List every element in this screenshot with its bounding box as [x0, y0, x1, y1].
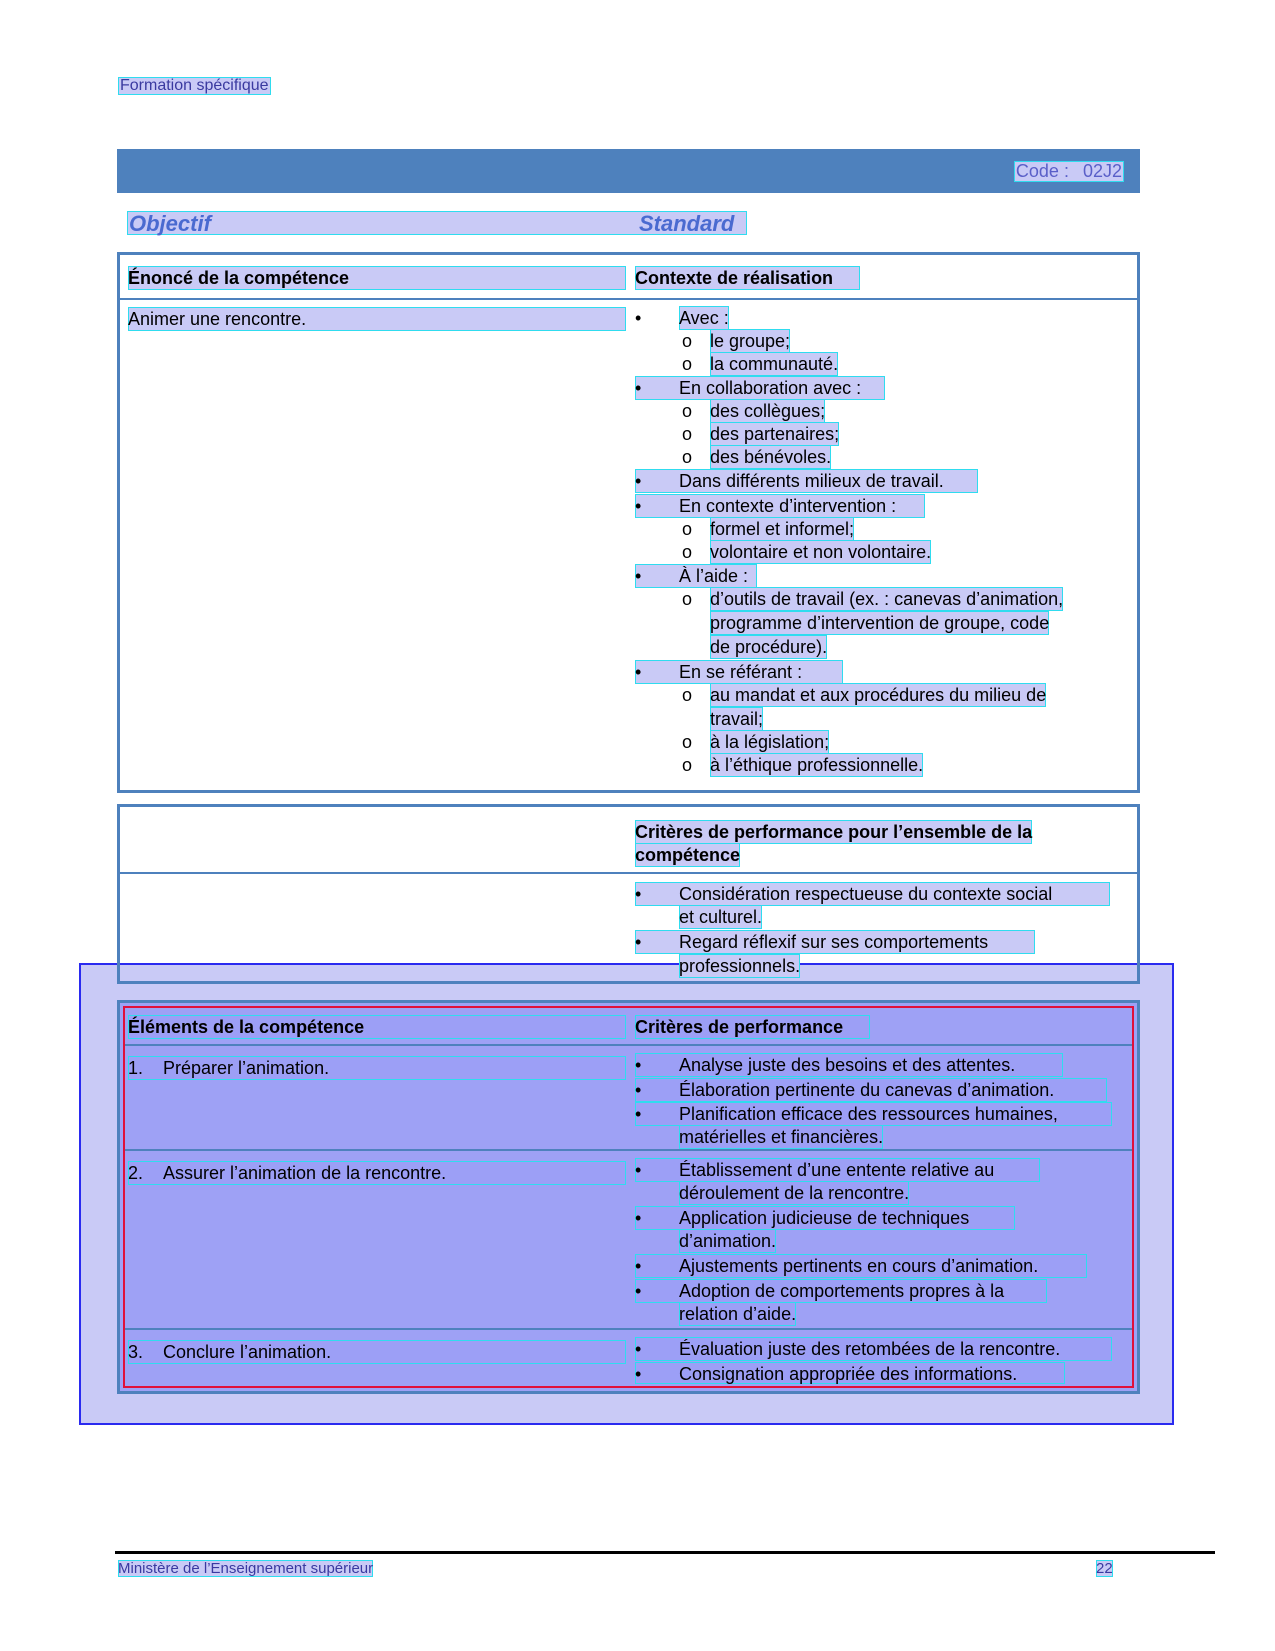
context-list-item: • En contexte d’intervention : — [635, 494, 925, 518]
bullet-icon: • — [635, 566, 642, 586]
bullet-icon: • — [635, 378, 642, 398]
bullet-icon: • — [635, 662, 642, 682]
context-list-item: • À l’aide : — [635, 564, 757, 588]
element-row-divider — [125, 1328, 1132, 1330]
performance-heading: Critères de performance — [635, 1015, 870, 1039]
circle-bullet-icon: o — [682, 519, 693, 539]
contexte-heading: Contexte de réalisation — [635, 266, 860, 290]
element-3 — [128, 1340, 626, 1364]
context-sub-item-continued: travail; — [710, 709, 764, 729]
bullet-icon: • — [635, 471, 642, 491]
bullet-icon: • — [635, 884, 642, 904]
code-band — [117, 149, 1140, 193]
performance-item: • Adoption de comportements propres à la — [635, 1279, 1047, 1303]
context-sub-item-continued: de procédure). — [710, 637, 828, 657]
elements-heading: Éléments de la compétence — [128, 1015, 626, 1039]
performance-item: • Analyse juste des besoins et des attentes. — [635, 1053, 1063, 1077]
elements-box — [117, 1000, 1140, 1394]
bullet-icon: • — [635, 308, 642, 328]
element-row-divider — [125, 1149, 1132, 1151]
footer-rule — [115, 1551, 1215, 1554]
code-label — [1014, 161, 1124, 182]
performance-item: • Évaluation juste des retombées de la rencontre. — [635, 1337, 1112, 1361]
elements-header-divider — [125, 1044, 1132, 1046]
performance-item-continued: matérielles et financières. — [679, 1127, 884, 1147]
context-sub-item-continued: programme d’intervention de groupe, code — [710, 613, 1050, 633]
circle-bullet-icon: o — [682, 401, 693, 421]
criteria-list-item: • Considération respectueuse du contexte social — [635, 882, 1110, 906]
criteria-heading-continued: compétence — [635, 845, 741, 865]
elements-selection — [123, 1006, 1134, 1388]
element-2 — [128, 1161, 626, 1185]
element-number: 3. — [128, 1342, 144, 1362]
bullet-icon: • — [635, 1256, 642, 1276]
context-list-item: • En collaboration avec : — [635, 376, 885, 400]
circle-bullet-icon: o — [682, 755, 693, 775]
circle-bullet-icon: o — [682, 542, 693, 562]
criteria-list-item-continued: professionnels. — [679, 956, 801, 976]
bullet-icon: • — [635, 1160, 642, 1180]
element-number: 1. — [128, 1058, 144, 1078]
criteria-heading: Critères de performance pour l’ensemble de la — [635, 822, 1033, 842]
context-list-item: • Dans différents milieux de travail. — [635, 469, 978, 493]
bullet-icon: • — [635, 1208, 642, 1228]
running-header: Formation spécifique — [120, 77, 269, 94]
criteria-box — [117, 804, 1140, 984]
performance-item: • Élaboration pertinente du canevas d’animation. — [635, 1078, 1107, 1102]
context-list-item: • En se référant : — [635, 660, 843, 684]
bullet-icon: • — [635, 1104, 642, 1124]
bullet-icon: • — [635, 496, 642, 516]
competence-box: Énoncé de la compétence Contexte de réalisation Animer une rencontre. • Avec : o le groupe; o la communauté. • En collaboration avec : o des collègues; o des partenaires; o des bénévoles. • Dans différents milieux de travail. • En contexte d’intervention : o formel et informel; o volontaire et non volontaire. • À l’aide : o d’outils de travail (ex. : canevas d’animation, programme d’intervention de groupe, code de procédure). • En se référant : o au mandat et aux procédures du milieu de travail; o à la législation; o à l’éthique professionnelle. — [117, 252, 1140, 793]
performance-item: • Ajustements pertinents en cours d’animation. — [635, 1254, 1087, 1278]
performance-item: • Consignation appropriée des informations. — [635, 1362, 1065, 1384]
performance-item: • Application judicieuse de techniques — [635, 1206, 1015, 1230]
performance-item: • Établissement d’une entente relative au — [635, 1158, 1040, 1182]
criteria-list-item-continued: et culturel. — [679, 907, 763, 927]
criteria-list-item: • Regard réflexif sur ses comportements — [635, 930, 1035, 954]
standard-heading: Standard — [639, 211, 735, 236]
circle-bullet-icon: o — [682, 424, 693, 444]
element-number: 2. — [128, 1163, 144, 1183]
bullet-icon: • — [635, 1364, 642, 1384]
bullet-icon: • — [635, 1055, 642, 1075]
element-text: Conclure l’animation. — [163, 1342, 332, 1362]
code-value: 02J2 — [1082, 161, 1122, 181]
circle-bullet-icon: o — [682, 685, 693, 705]
bullet-icon: • — [635, 1339, 642, 1359]
enonce-heading: Énoncé de la compétence — [128, 266, 626, 290]
objectif-heading: Objectif — [129, 211, 211, 236]
circle-bullet-icon: o — [682, 447, 693, 467]
circle-bullet-icon: o — [682, 732, 693, 752]
element-text: Assurer l’animation de la rencontre. — [163, 1163, 447, 1183]
circle-bullet-icon: o — [682, 589, 693, 609]
enonce-text: Animer une rencontre. — [128, 307, 626, 331]
bullet-icon: • — [635, 1080, 642, 1100]
bullet-icon: • — [635, 1281, 642, 1301]
performance-item-continued: relation d’aide. — [679, 1304, 797, 1324]
performance-item-continued: d’animation. — [679, 1231, 777, 1251]
circle-bullet-icon: o — [682, 331, 693, 351]
element-text: Préparer l’animation. — [163, 1058, 330, 1078]
element-1 — [128, 1056, 626, 1080]
page-number: 22 — [1096, 1560, 1113, 1577]
performance-item-continued: déroulement de la rencontre. — [679, 1183, 910, 1203]
circle-bullet-icon: o — [682, 354, 693, 374]
column-headings — [127, 211, 747, 235]
code-label-text: Code : — [1015, 161, 1069, 181]
performance-item: • Planification efficace des ressources humaines, — [635, 1102, 1112, 1126]
footer-ministry: Ministère de l’Enseignement supérieur — [118, 1560, 374, 1577]
bullet-icon: • — [635, 932, 642, 952]
